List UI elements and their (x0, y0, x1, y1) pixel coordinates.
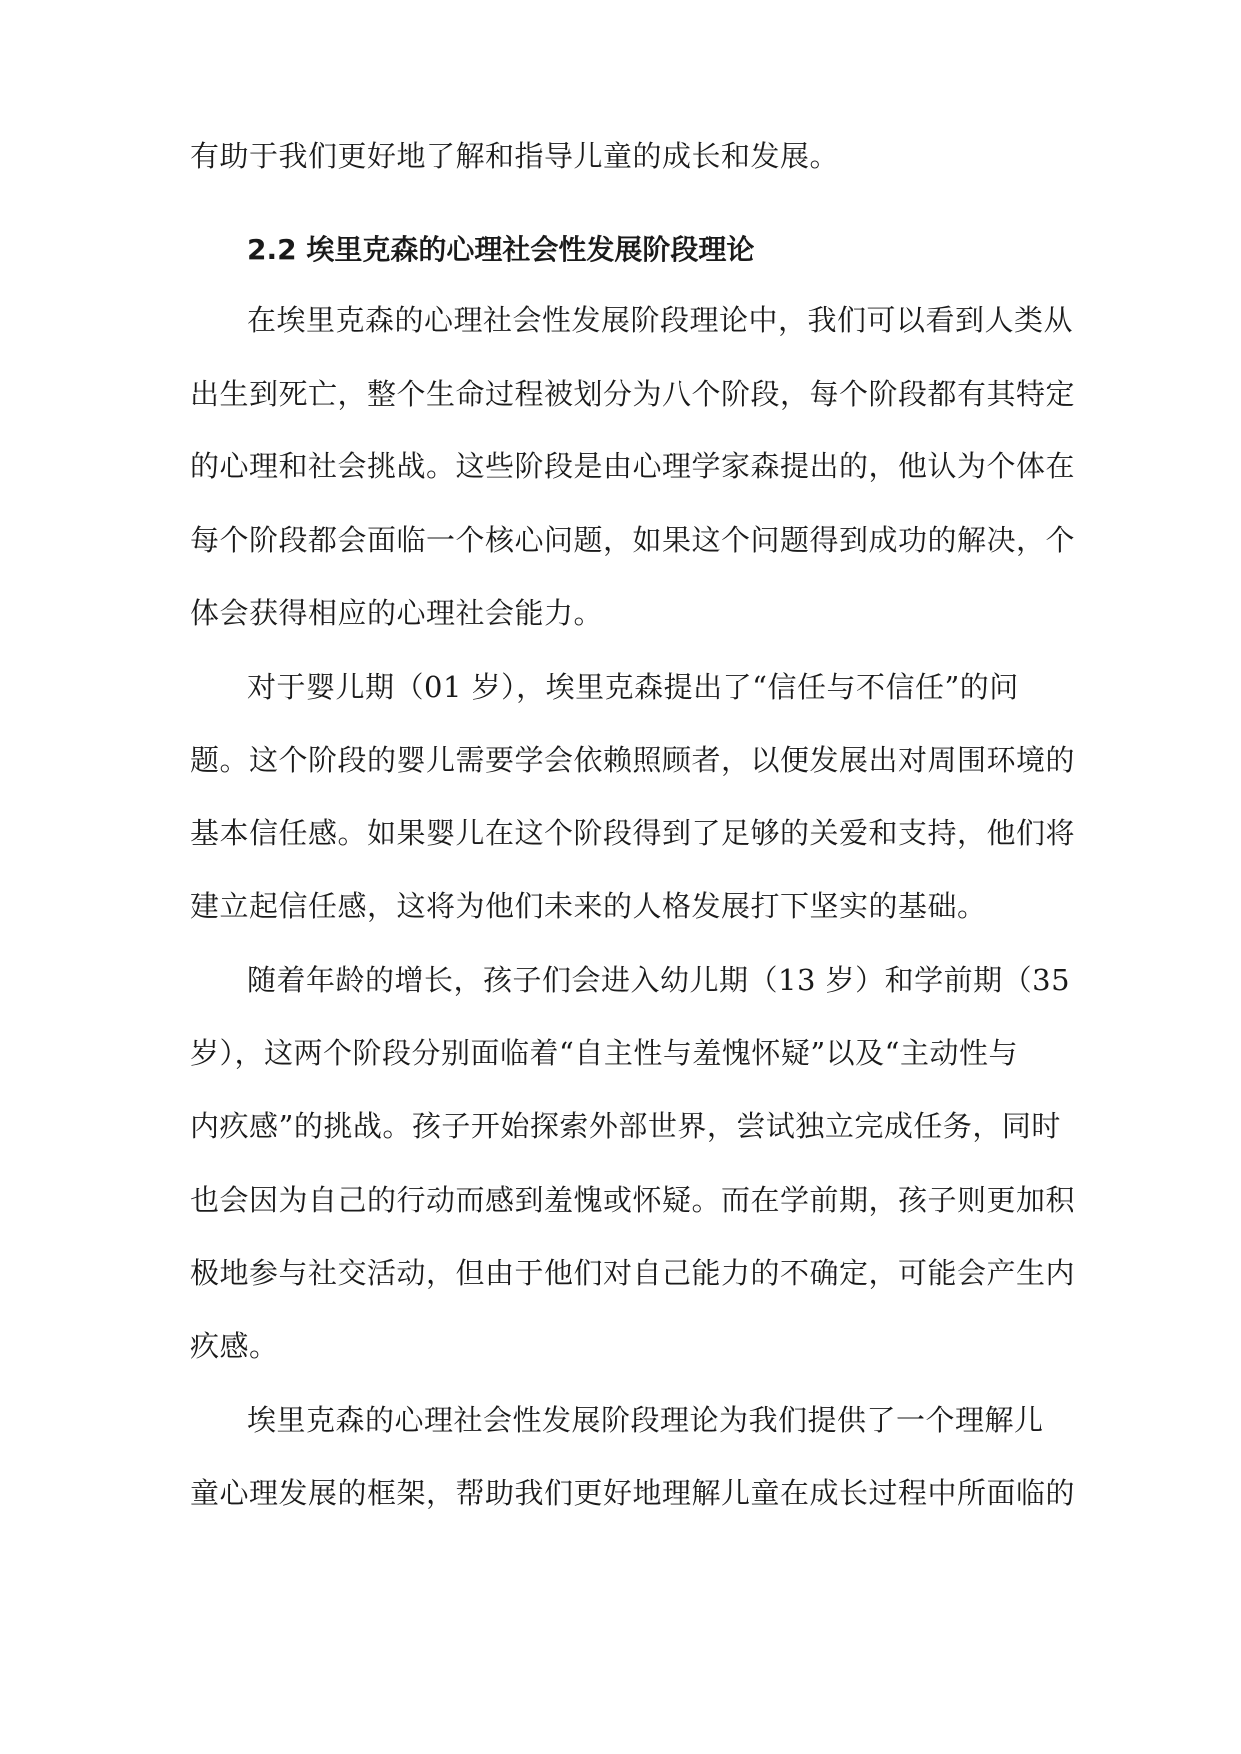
paragraph-line: 随着年龄的增长，孩子们会进入幼儿期（13 岁）和学前期（35 (247, 963, 1071, 997)
section-heading: 2.2 埃里克森的心理社会性发展阶段理论 (247, 233, 755, 266)
paragraph-line: 基本信任感。如果婴儿在这个阶段得到了足够的关爱和支持，他们将 (190, 816, 1076, 850)
paragraph-line: 出生到死亡，整个生命过程被划分为八个阶段，每个阶段都有其特定 (190, 377, 1076, 411)
paragraph-line: 题。这个阶段的婴儿需要学会依赖照顾者，以便发展出对周围环境的 (190, 743, 1076, 777)
paragraph-line: 每个阶段都会面临一个核心问题，如果这个问题得到成功的解决，个 (190, 523, 1076, 557)
paragraph-line: 在埃里克森的心理社会性发展阶段理论中，我们可以看到人类从 (247, 303, 1074, 337)
paragraph-line: 的心理和社会挑战。这些阶段是由心理学家森提出的，他认为个体在 (190, 449, 1076, 483)
paragraph-line: 对于婴儿期（01 岁），埃里克森提出了“信任与不信任”的问 (247, 670, 1019, 704)
paragraph-line: 也会因为自己的行动而感到羞愧或怀疑。而在学前期，孩子则更加积 (190, 1183, 1076, 1217)
paragraph-line: 内疚感”的挑战。孩子开始探索外部世界，尝试独立完成任务，同时 (190, 1109, 1061, 1143)
paragraph-line: 埃里克森的心理社会性发展阶段理论为我们提供了一个理解儿 (247, 1403, 1044, 1437)
paragraph-line: 疚感。 (190, 1329, 279, 1363)
paragraph-line: 岁），这两个阶段分别面临着“自主性与羞愧怀疑”以及“主动性与 (190, 1036, 1018, 1070)
paragraph-line: 建立起信任感，这将为他们未来的人格发展打下坚实的基础。 (190, 889, 987, 923)
paragraph-line: 极地参与社交活动，但由于他们对自己能力的不确定，可能会产生内 (190, 1256, 1076, 1290)
paragraph-line: 童心理发展的框架，帮助我们更好地理解儿童在成长过程中所面临的 (190, 1476, 1076, 1510)
intro-line: 有助于我们更好地了解和指导儿童的成长和发展。 (190, 139, 840, 173)
paragraph-line: 体会获得相应的心理社会能力。 (190, 596, 604, 630)
